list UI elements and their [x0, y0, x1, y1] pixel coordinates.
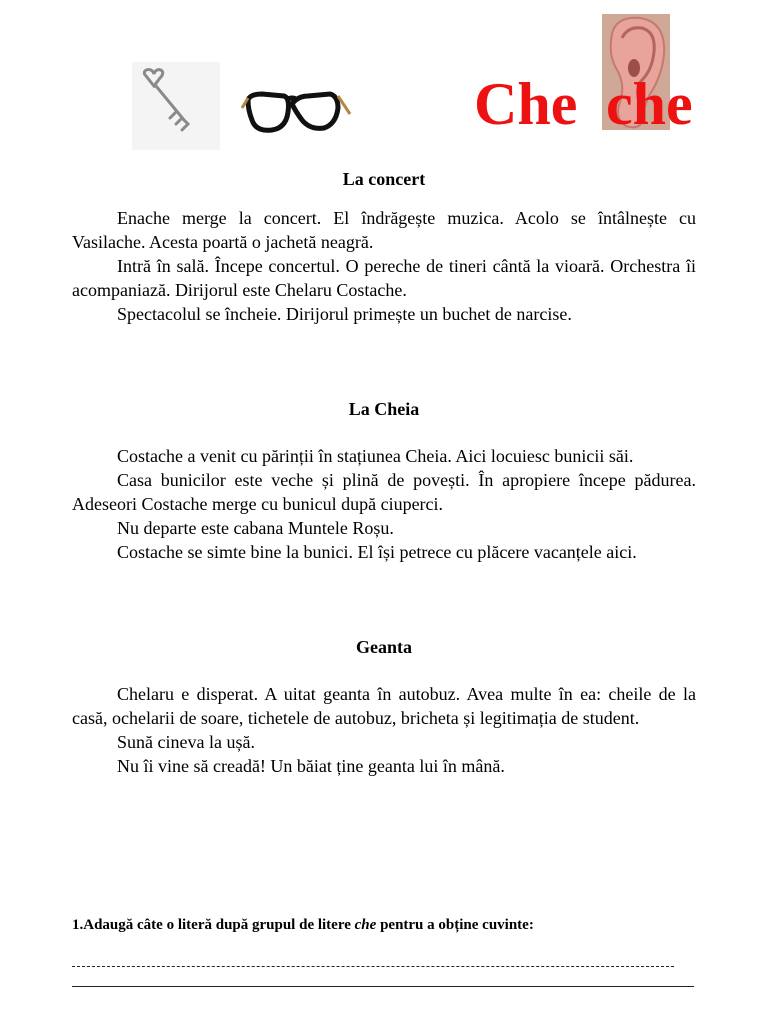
- paragraph: Spectacolul se încheie. Dirijorul primește un buchet de narcise.: [117, 304, 572, 324]
- exercise-emphasis: che: [354, 917, 377, 933]
- paragraph: Costache se simte bine la bunici. El își petrece cu plăcere vacanțele aici.: [117, 542, 637, 562]
- section-text-geanta: [72, 682, 696, 778]
- paragraph: Sună cineva la ușă.: [117, 732, 255, 752]
- glasses-icon: [240, 82, 352, 142]
- exercise-prefix: 1.Adaugă câte o literă după grupul de litere: [72, 917, 355, 933]
- exercise-prompt: [72, 914, 696, 936]
- key-icon: [132, 62, 220, 150]
- paragraph: Chelaru e disperat. A uitat geanta în autobuz. Avea multe în ea: cheile de la casă, ochelarii de soare, tichetele de autobuz, bricheta și legitimația de student.: [72, 684, 696, 728]
- section-text-cheia: [72, 444, 696, 564]
- paragraph: Casa bunicilor este veche și plină de povești. În apropiere începe pădurea. Adeseori Costache merge cu bunicul după ciuperci.: [72, 470, 696, 514]
- paragraph: Nu îi vine să creadă! Un băiat ține geanta lui în mână.: [117, 756, 505, 776]
- section-heading-cheia: La Cheia: [348, 399, 420, 419]
- section-heading-concert: La concert: [342, 169, 426, 189]
- answer-line[interactable]: [72, 966, 674, 967]
- paragraph: Nu departe este cabana Muntele Roșu.: [117, 518, 394, 538]
- paragraph: Enache merge la concert. El îndrăgește muzica. Acolo se întâlnește cu Vasilache. Acesta poartă o jachetă neagră.: [72, 208, 696, 252]
- paragraph: Costache a venit cu părinții în stațiunea Cheia. Aici locuiesc bunicii săi.: [117, 446, 634, 466]
- answer-line[interactable]: [72, 986, 694, 987]
- title-che-left: Che: [474, 71, 578, 137]
- paragraph: Intră în sală. Începe concertul. O pereche de tineri cântă la vioară. Orchestra îi acompaniază. Dirijorul este Chelaru Costache.: [72, 256, 696, 300]
- section-text-concert: [72, 206, 696, 326]
- title-che-right: che: [606, 71, 693, 137]
- section-heading-geanta: Geanta: [356, 637, 412, 657]
- exercise-suffix: pentru a obține cuvinte:: [376, 917, 534, 933]
